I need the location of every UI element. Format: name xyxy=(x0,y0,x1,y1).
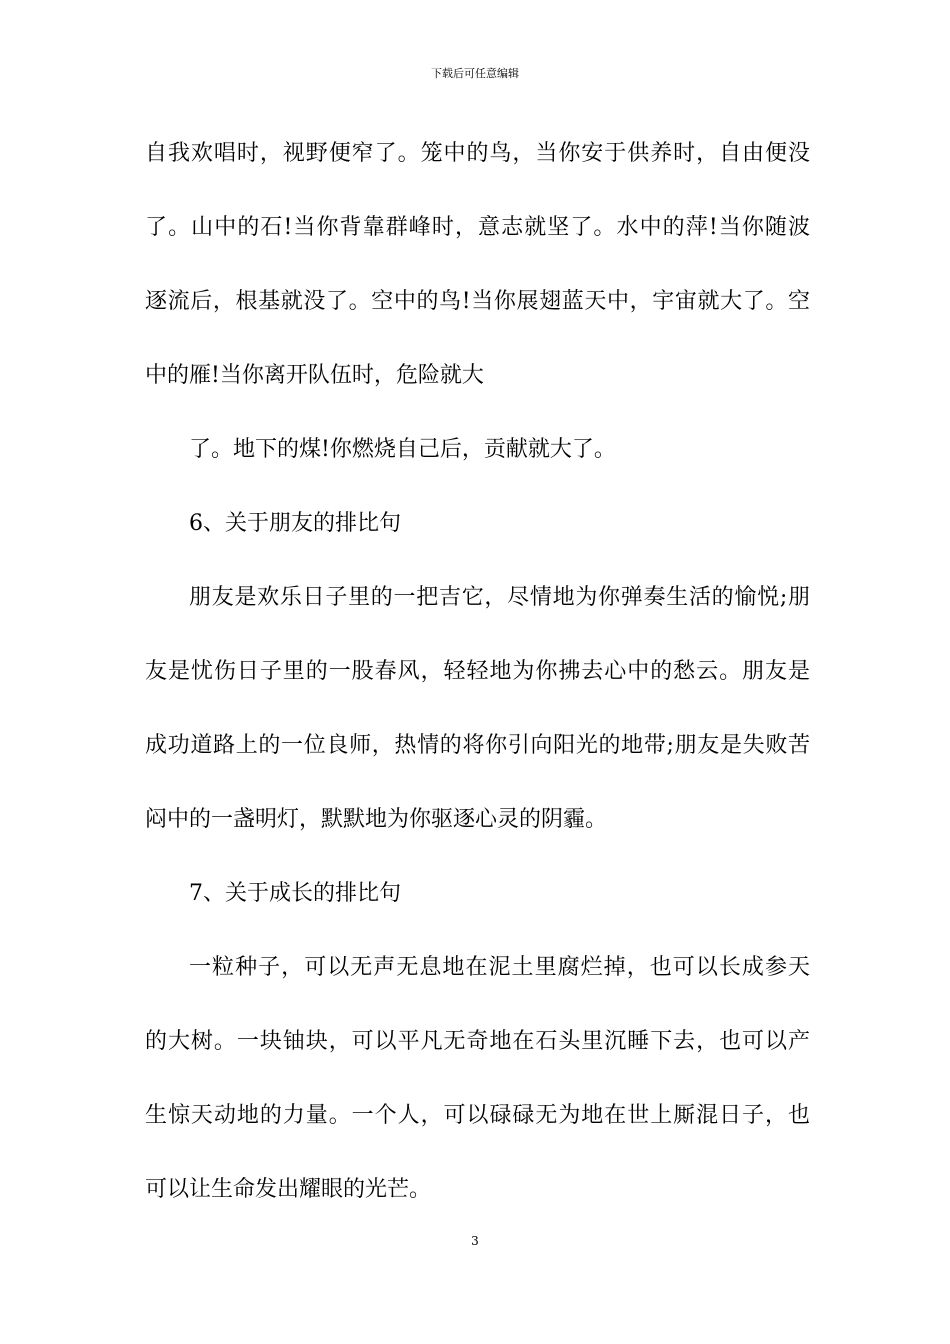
text-line: 了。地下的煤!你燃烧自己后，贡献就大了。 xyxy=(189,437,616,462)
text-line: 朋友是欢乐日子里的一把吉它，尽情地为你弹奏生活的愉悦;朋 xyxy=(189,585,810,610)
text-line: 自我欢唱时，视野便窄了。笼中的鸟，当你安于供养时，自由便没 xyxy=(145,141,810,166)
text-line: 可以让生命发出耀眼的光芒。 xyxy=(145,1177,432,1202)
section-heading: 7、关于成长的排比句 xyxy=(189,881,401,906)
text-line: 中的雁!当你离开队伍时，危险就大 xyxy=(145,363,484,388)
text-line: 闷中的一盏明灯，默默地为你驱逐心灵的阴霾。 xyxy=(145,807,608,832)
text-line: 成功道路上的一位良师，热情的将你引向阳光的地带;朋友是失败苦 xyxy=(145,733,810,758)
text-line: 生惊天动地的力量。一个人，可以碌碌无为地在世上厮混日子，也 xyxy=(145,1103,810,1128)
section-heading: 6、关于朋友的排比句 xyxy=(189,511,401,536)
text-line: 一粒种子，可以无声无息地在泥土里腐烂掉，也可以长成参天 xyxy=(189,955,810,980)
page-number: 3 xyxy=(471,1234,479,1248)
page-header: 下载后可任意编辑 xyxy=(431,67,519,80)
text-line: 了。山中的石!当你背靠群峰时，意志就坚了。水中的萍!当你随波 xyxy=(145,215,810,240)
text-line: 友是忧伤日子里的一股春风，轻轻地为你拂去心中的愁云。朋友是 xyxy=(145,659,810,684)
text-line: 的大树。一块铀块，可以平凡无奇地在石头里沉睡下去，也可以产 xyxy=(145,1029,810,1054)
text-line: 逐流后，根基就没了。空中的鸟!当你展翅蓝天中，宇宙就大了。空 xyxy=(145,289,810,314)
document-body xyxy=(145,135,810,1245)
